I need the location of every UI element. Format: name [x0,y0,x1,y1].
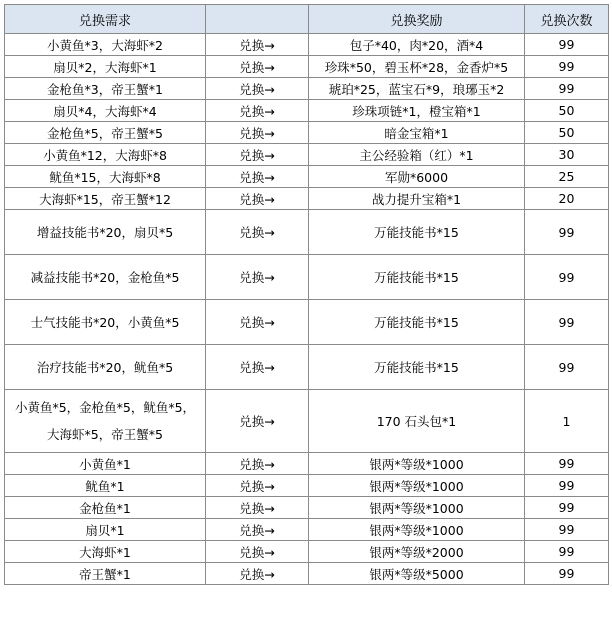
exchange-action-cell[interactable] [206,122,309,144]
exchange-link[interactable]: 兑换→ [239,566,275,582]
exchange-link[interactable]: 兑换→ [239,522,275,538]
exchange-action-cell[interactable] [206,210,309,255]
exchange-table-container [4,4,608,585]
exchange-action-cell[interactable] [206,390,309,453]
exchange-action-cell[interactable] [206,56,309,78]
reward-cell: 军勋*6000 [309,166,525,188]
table-row [5,78,609,100]
times-cell: 99 [525,300,609,345]
exchange-link[interactable]: 兑换→ [239,225,275,240]
requirement-cell [5,563,206,585]
exchange-action-cell[interactable] [206,497,309,519]
requirement-text: 鱿鱼*15，大海虾*8 [49,169,161,185]
table-row [5,541,609,563]
reward-cell: 170 石头包*1 [309,390,525,453]
exchange-action-cell[interactable] [206,300,309,345]
exchange-link[interactable]: 兑换→ [239,456,275,472]
requirement-text: 治疗技能书*20，鱿鱼*5 [36,360,174,375]
times-cell: 99 [525,255,609,300]
header-requirement: 兑换需求 [5,5,206,34]
exchange-link[interactable]: 兑换→ [239,103,275,119]
requirement-text: 小黄鱼*12，大海虾*8 [43,147,167,163]
times-cell: 99 [525,56,609,78]
table-row [5,563,609,585]
requirement-text: 金枪鱼*5，帝王蟹*5 [47,125,163,141]
requirement-cell [5,78,206,100]
requirement-text: 增益技能书*20，扇贝*5 [36,225,174,240]
requirement-text: 小黄鱼*5，金枪鱼*5，鱿鱼*5， [14,400,196,415]
table-row [5,390,609,453]
requirement-cell [5,210,206,255]
requirement-cell [5,519,206,541]
table-row [5,166,609,188]
header-action [206,5,309,34]
reward-cell: 银两*等级*1000 [309,497,525,519]
times-cell: 30 [525,144,609,166]
requirement-cell [5,122,206,144]
table-row [5,453,609,475]
requirement-cell [5,345,206,390]
table-row [5,475,609,497]
exchange-link[interactable]: 兑换→ [239,544,275,560]
exchange-table [4,4,609,585]
table-row [5,56,609,78]
times-cell: 50 [525,122,609,144]
exchange-link[interactable]: 兑换→ [239,191,275,207]
requirement-cell [5,475,206,497]
exchange-action-cell[interactable] [206,166,309,188]
table-row [5,300,609,345]
times-cell: 99 [525,345,609,390]
exchange-link[interactable]: 兑换→ [239,414,275,429]
times-cell: 99 [525,541,609,563]
reward-cell: 战力提升宝箱*1 [309,188,525,210]
requirement-cell [5,300,206,345]
reward-cell: 万能技能书*15 [309,345,525,390]
times-cell: 99 [525,497,609,519]
table-row [5,100,609,122]
requirement-text: 扇贝*1 [85,522,125,538]
exchange-action-cell[interactable] [206,563,309,585]
exchange-action-cell[interactable] [206,144,309,166]
table-row [5,345,609,390]
times-cell: 20 [525,188,609,210]
exchange-link[interactable]: 兑换→ [239,478,275,494]
requirement-text: 大海虾*1 [79,544,131,560]
times-cell: 99 [525,78,609,100]
requirement-text: 扇贝*4，大海虾*4 [53,103,157,119]
reward-cell: 暗金宝箱*1 [309,122,525,144]
times-cell: 99 [525,210,609,255]
table-body [5,34,609,585]
requirement-text: 大海虾*15，帝王蟹*12 [39,191,171,207]
reward-cell: 珍珠*50，碧玉杯*28，金香炉*5 [309,56,525,78]
reward-cell: 银两*等级*5000 [309,563,525,585]
reward-cell: 银两*等级*1000 [309,519,525,541]
exchange-action-cell[interactable] [206,345,309,390]
requirement-cell [5,56,206,78]
exchange-link[interactable]: 兑换→ [239,500,275,516]
exchange-link[interactable]: 兑换→ [239,81,275,97]
requirement-text: 鱿鱼*1 [85,478,125,494]
header-times: 兑换次数 [525,5,609,34]
exchange-action-cell[interactable] [206,100,309,122]
exchange-action-cell[interactable] [206,519,309,541]
exchange-action-cell[interactable] [206,188,309,210]
exchange-link[interactable]: 兑换→ [239,37,275,53]
times-cell: 99 [525,519,609,541]
exchange-link[interactable]: 兑换→ [239,315,275,330]
table-row [5,255,609,300]
requirement-text: 扇贝*2，大海虾*1 [53,59,157,75]
requirement-cell [5,34,206,56]
requirement-cell [5,453,206,475]
reward-cell: 万能技能书*15 [309,255,525,300]
times-cell: 99 [525,475,609,497]
table-row [5,122,609,144]
table-row [5,144,609,166]
table-row [5,34,609,56]
requirement-cell [5,390,206,453]
requirement-text: 大海虾*5，帝王蟹*5 [47,427,163,442]
reward-cell: 包子*40，肉*20，酒*4 [309,34,525,56]
table-header-row [5,5,609,34]
requirement-text: 小黄鱼*1 [79,456,131,472]
requirement-text: 小黄鱼*3，大海虾*2 [47,37,163,53]
table-row [5,497,609,519]
reward-cell: 琥珀*25，蓝宝石*9，琅琊玉*2 [309,78,525,100]
requirement-text: 帝王蟹*1 [79,566,131,582]
reward-cell: 万能技能书*15 [309,300,525,345]
exchange-action-cell[interactable] [206,255,309,300]
exchange-action-cell[interactable] [206,541,309,563]
table-row [5,210,609,255]
reward-cell: 主公经验箱（红）*1 [309,144,525,166]
exchange-link[interactable]: 兑换→ [239,270,275,285]
reward-cell: 银两*等级*2000 [309,541,525,563]
table-row [5,519,609,541]
requirement-text: 减益技能书*20，金枪鱼*5 [30,270,180,285]
exchange-action-cell[interactable] [206,453,309,475]
exchange-link[interactable]: 兑换→ [239,59,275,75]
times-cell: 50 [525,100,609,122]
requirement-text: 金枪鱼*1 [79,500,131,516]
header-reward: 兑换奖励 [309,5,525,34]
exchange-link[interactable]: 兑换→ [239,169,275,185]
reward-cell: 银两*等级*1000 [309,475,525,497]
exchange-link[interactable]: 兑换→ [239,360,275,375]
requirement-cell [5,497,206,519]
exchange-action-cell[interactable] [206,78,309,100]
exchange-action-cell[interactable] [206,475,309,497]
requirement-cell [5,255,206,300]
exchange-link[interactable]: 兑换→ [239,125,275,141]
exchange-link[interactable]: 兑换→ [239,147,275,163]
requirement-cell [5,166,206,188]
requirement-cell [5,100,206,122]
requirement-cell [5,144,206,166]
requirement-text: 士气技能书*20，小黄鱼*5 [30,315,180,330]
times-cell: 99 [525,453,609,475]
table-row [5,188,609,210]
requirement-cell [5,541,206,563]
reward-cell: 万能技能书*15 [309,210,525,255]
requirement-text: 金枪鱼*3，帝王蟹*1 [47,81,163,97]
reward-cell: 银两*等级*1000 [309,453,525,475]
times-cell: 1 [525,390,609,453]
requirement-cell [5,188,206,210]
exchange-action-cell[interactable] [206,34,309,56]
times-cell: 25 [525,166,609,188]
times-cell: 99 [525,34,609,56]
times-cell: 99 [525,563,609,585]
reward-cell: 珍珠项链*1，橙宝箱*1 [309,100,525,122]
